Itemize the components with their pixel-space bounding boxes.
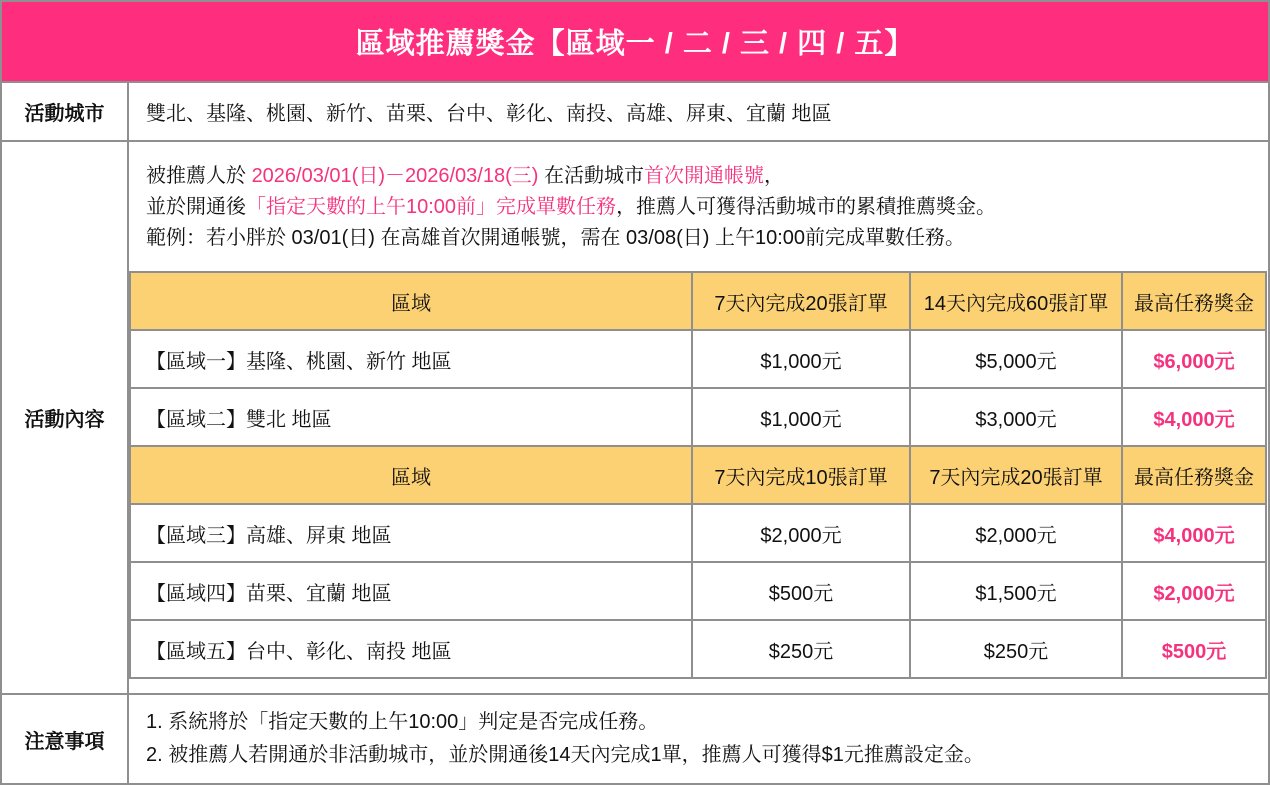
header-task-1: 7天內完成10張訂單 <box>692 446 910 504</box>
reward-cell: $1,000元 <box>692 330 910 388</box>
reward-cell: $1,000元 <box>692 388 910 446</box>
row-activity-content <box>2 142 1268 695</box>
max-reward-cell: $500元 <box>1122 620 1266 678</box>
note-item: 2. 被推薦人若開通於非活動城市，並於開通後14天內完成1單，推薦人可獲得$1元推薦設定金。 <box>146 744 984 766</box>
page-title: 區域推薦獎金【區域一 / 二 / 三 / 四 / 五】 <box>355 28 915 60</box>
reward-row-region-3 <box>130 504 1266 562</box>
row-activity-city <box>2 83 1268 142</box>
promo-description-line-3: 範例：若小胖於 03/01(日) 在高雄首次開通帳號，需在 03/08(日) 上午10:00前完成單數任務。 <box>146 227 966 249</box>
reward-cell: $250元 <box>910 620 1122 678</box>
header-region: 區域 <box>130 446 692 504</box>
header-max-reward: 最高任務獎金 <box>1122 446 1266 504</box>
intro-text: ，推薦人可獲得活動城市的累積推薦獎金。 <box>616 196 997 218</box>
promo-description <box>129 142 1268 254</box>
reward-table-header-section-2 <box>130 446 1266 504</box>
reward-cell: $250元 <box>692 620 910 678</box>
intro-text: ， <box>763 165 784 187</box>
region-cell: 【區域五】台中、彰化、南投 地區 <box>130 620 692 678</box>
row-label-activity-city: 活動城市 <box>2 83 129 140</box>
deadline-highlight: 「指定天數的上午10:00前」完成單數任務 <box>246 196 617 218</box>
intro-text: 在活動城市 <box>538 165 644 187</box>
reward-row-region-5 <box>130 620 1266 678</box>
max-reward-cell: $4,000元 <box>1122 388 1266 446</box>
reward-cell: $500元 <box>692 562 910 620</box>
region-cell: 【區域二】雙北 地區 <box>130 388 692 446</box>
max-reward-cell: $2,000元 <box>1122 562 1266 620</box>
reward-cell: $1,500元 <box>910 562 1122 620</box>
reward-cell: $5,000元 <box>910 330 1122 388</box>
row-label-notes: 注意事項 <box>2 695 129 783</box>
reward-cell: $3,000元 <box>910 388 1122 446</box>
header-task-2: 14天內完成60張訂單 <box>910 272 1122 330</box>
row-label-activity-content: 活動內容 <box>2 142 129 693</box>
header-max-reward: 最高任務獎金 <box>1122 272 1266 330</box>
header-task-2: 7天內完成20張訂單 <box>910 446 1122 504</box>
reward-row-region-4 <box>130 562 1266 620</box>
reward-table <box>129 271 1267 679</box>
activity-city-value: 雙北、基隆、桃園、新竹、苗栗、台中、彰化、南投、高雄、屏東、宜蘭 地區 <box>146 103 832 125</box>
row-notes <box>2 695 1268 783</box>
activity-content-body <box>129 142 1268 693</box>
promo-description-line-2 <box>146 192 1268 223</box>
banner <box>2 2 1268 83</box>
first-activation-highlight: 首次開通帳號 <box>643 165 764 187</box>
reward-cell: $2,000元 <box>910 504 1122 562</box>
note-item: 1. 系統將於「指定天數的上午10:00」判定是否完成任務。 <box>146 711 659 733</box>
region-cell: 【區域四】苗栗、宜蘭 地區 <box>130 562 692 620</box>
reward-row-region-1 <box>130 330 1266 388</box>
region-cell: 【區域一】基隆、桃園、新竹 地區 <box>130 330 692 388</box>
reward-cell: $2,000元 <box>692 504 910 562</box>
notes-body <box>129 695 1268 783</box>
intro-text: 被推薦人於 <box>146 165 252 187</box>
region-cell: 【區域三】高雄、屏東 地區 <box>130 504 692 562</box>
reward-table-header-section-1 <box>130 272 1266 330</box>
intro-text: 並於開通後 <box>146 196 246 218</box>
max-reward-cell: $4,000元 <box>1122 504 1266 562</box>
promo-period: 2026/03/01(日)－2026/03/18(三) <box>251 165 539 187</box>
header-task-1: 7天內完成20張訂單 <box>692 272 910 330</box>
header-region: 區域 <box>130 272 692 330</box>
reward-row-region-2 <box>130 388 1266 446</box>
promo-description-line-1 <box>146 161 1268 192</box>
max-reward-cell: $6,000元 <box>1122 330 1266 388</box>
